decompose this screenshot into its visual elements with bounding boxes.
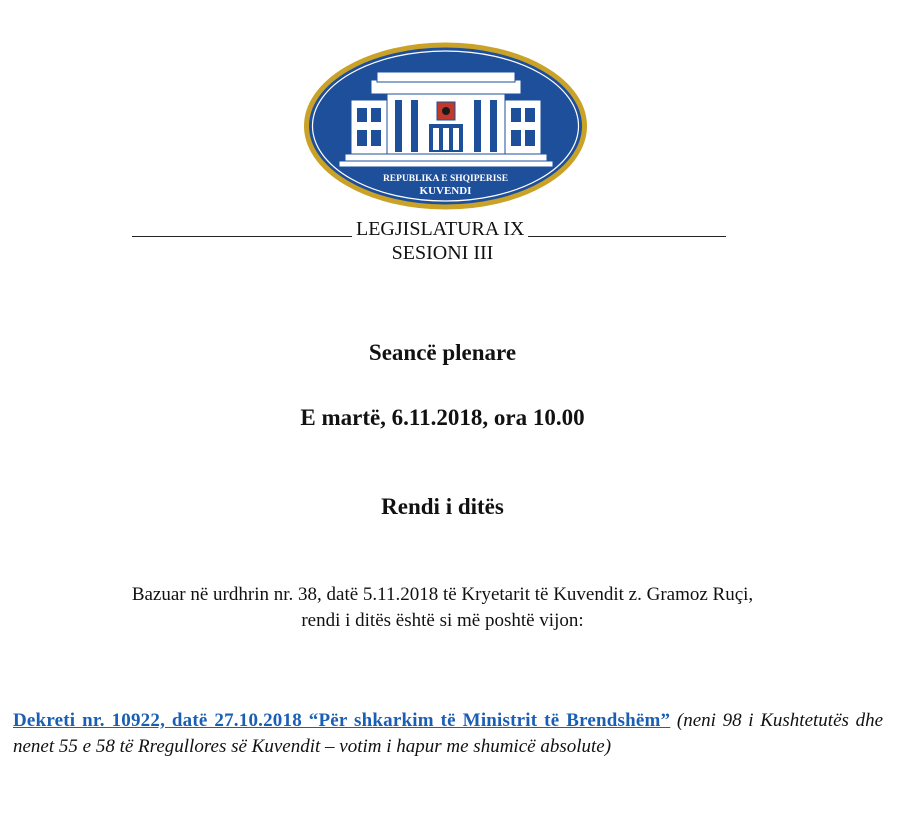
session-date: E martë, 6.11.2018, ora 10.00 <box>300 405 585 430</box>
session-label: SESIONI III <box>391 242 494 264</box>
decree-note: (neni 98 i Kushtetutës dhe nenet 55 e 58 të Rregullores së Kuvendit – votim i hapur me shumicë absolute) <box>13 710 883 757</box>
decree-link[interactable]: Dekreti nr. 10922, datë 27.10.2018 “Për shkarkim të Ministrit të Brendshëm” <box>13 710 671 731</box>
agenda-heading: Rendi i ditës <box>381 494 504 519</box>
emblem-text-line1: REPUBLIKA E SHQIPERISE <box>382 174 509 184</box>
emblem-text-line2: KUVENDI <box>419 185 472 197</box>
header-rule-right <box>528 216 726 237</box>
intro-line-1: Bazuar në urdhrin nr. 38, datë 5.11.2018 të Kryetarit të Kuvendit z. Gramoz Ruçi, <box>131 584 754 605</box>
parliament-emblem <box>303 42 588 210</box>
page-title: Seancë plenare <box>368 340 517 365</box>
intro-line-2: rendi i ditës është si më poshtë vijon: <box>301 610 584 631</box>
header-rule-left <box>132 216 352 237</box>
intro-paragraph <box>0 582 885 634</box>
legislature-label: LEGJISLATURA IX <box>356 218 525 240</box>
legislature-header <box>132 214 772 241</box>
agenda-item <box>13 708 883 760</box>
